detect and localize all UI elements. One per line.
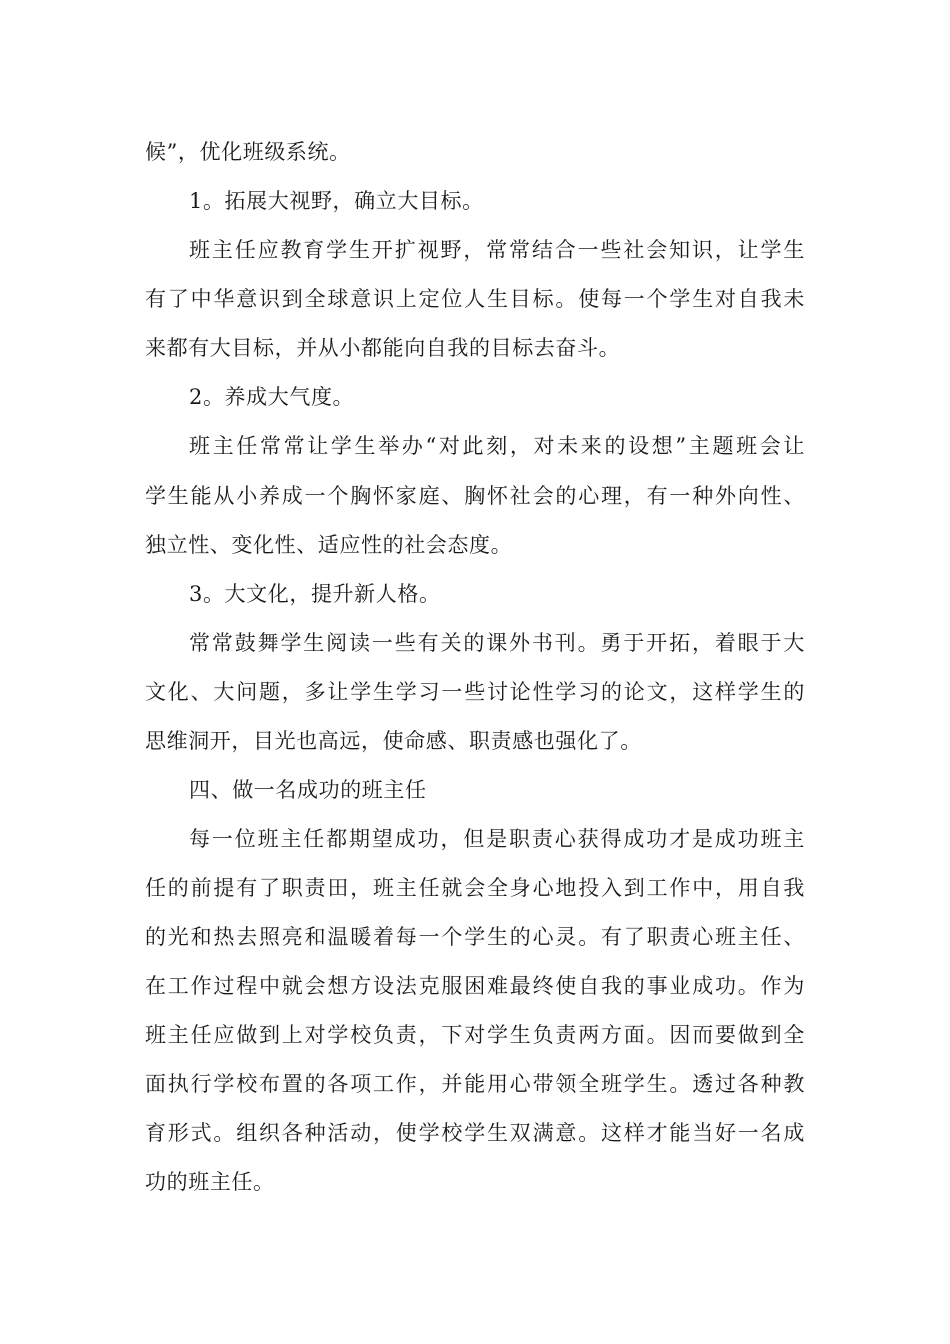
text-line-4: 有了中华意识到全球意识上定位人生目标。使每一个学生对自我未 [145, 287, 805, 311]
text-line-5: 来都有大目标，并从小都能向自我的目标去奋斗。 [145, 336, 621, 360]
text-line-1: 候”，优化班级系统。 [145, 140, 351, 164]
text-line-22: 功的班主任。 [145, 1170, 275, 1194]
text-line-10: 3。大文化，提升新人格。 [189, 582, 441, 606]
text-line-3: 班主任应教育学生开扩视野，常常结合一些社会知识，让学生 [189, 238, 805, 262]
text-line-9: 独立性、变化性、适应性的社会态度。 [145, 533, 513, 557]
text-line-11: 常常鼓舞学生阅读一些有关的课外书刊。勇于开拓，着眼于大 [189, 631, 805, 655]
text-line-6: 2。养成大气度。 [189, 385, 355, 409]
text-line-13: 思维洞开，目光也高远，使命感、职责感也强化了。 [145, 729, 642, 753]
text-line-21: 育形式。组织各种活动，使学校学生双满意。这样才能当好一名成 [145, 1121, 805, 1145]
text-line-19: 班主任应做到上对学校负责，下对学生负责两方面。因而要做到全 [145, 1023, 805, 1047]
text-line-15: 每一位班主任都期望成功，但是职责心获得成功才是成功班主 [189, 827, 805, 851]
text-line-16: 任的前提有了职责田，班主任就会全身心地投入到工作中，用自我 [145, 876, 805, 900]
text-line-8: 学生能从小养成一个胸怀家庭、胸怀社会的心理，有一种外向性、 [145, 484, 805, 508]
section-heading: 四、做一名成功的班主任 [189, 778, 427, 802]
text-line-7: 班主任常常让学生举办“对此刻，对未来的设想”主题班会让 [189, 434, 805, 458]
text-line-20: 面执行学校布置的各项工作，并能用心带领全班学生。透过各种教 [145, 1072, 805, 1096]
text-line-2: 1。拓展大视野，确立大目标。 [189, 189, 484, 213]
text-line-18: 在工作过程中就会想方设法克服困难最终使自我的事业成功。作为 [145, 974, 805, 998]
text-line-17: 的光和热去照亮和温暖着每一个学生的心灵。有了职责心班主任、 [145, 925, 805, 949]
text-line-12: 文化、大问题，多让学生学习一些讨论性学习的论文，这样学生的 [145, 680, 805, 704]
